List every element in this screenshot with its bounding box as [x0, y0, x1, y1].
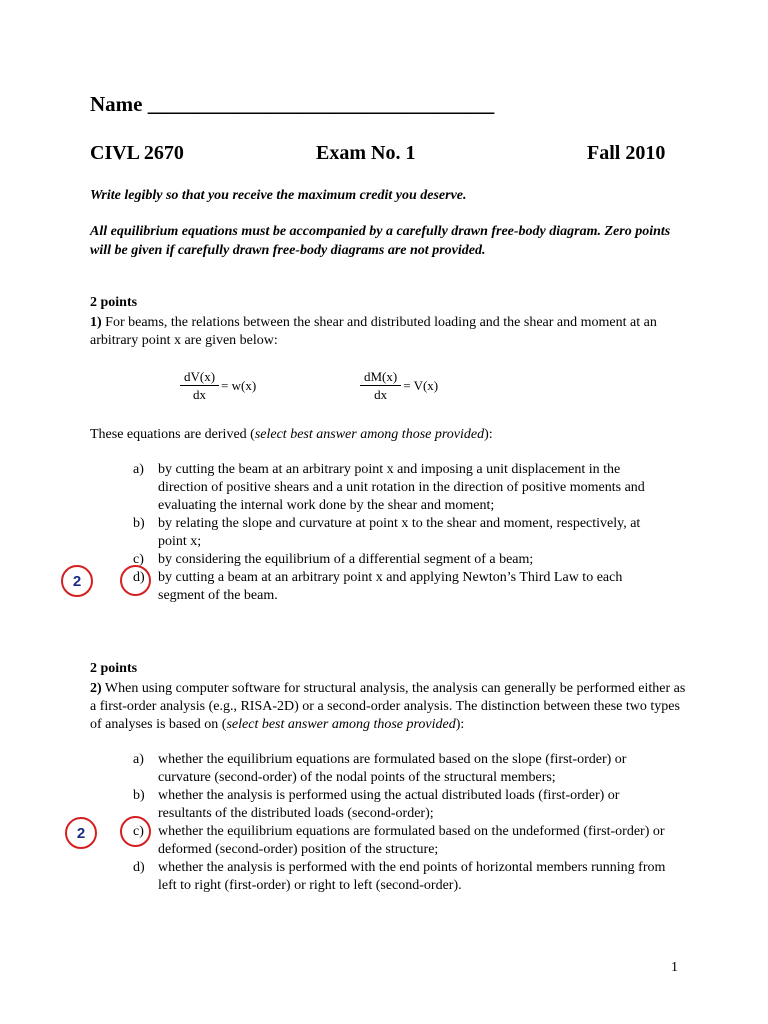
option-text: whether the equilibrium equations are formulated based on the slope (first-order) or curvature (second-order) of the nodal points of the structural members;: [158, 752, 627, 785]
q2-option-b[interactable]: [130, 787, 670, 823]
q1-prompt-pre: These equations are derived (: [90, 427, 255, 442]
option-text: by cutting a beam at an arbitrary point x and applying Newton’s Third Law to each segment of the beam.: [158, 570, 623, 603]
q1-number: 1): [90, 315, 102, 330]
option-text: whether the equilibrium equations are formulated based on the undeformed (first-order) or deformed (second-order) position of the structure;: [158, 824, 665, 857]
instruction-legible: Write legibly so that you receive the maximum credit you deserve.: [90, 188, 467, 203]
q1-text: [90, 314, 690, 350]
q2-option-a[interactable]: [130, 751, 670, 787]
eq2-numerator: dM(x): [360, 368, 401, 386]
exam-title: Exam No. 1: [316, 142, 416, 164]
instruction-fbd: All equilibrium equations must be accompanied by a carefully drawn free-body diagram. Zero points will be given if carefully drawn free-body diagrams are not provided.: [90, 224, 671, 258]
q1-prompt: [90, 426, 690, 444]
q1-option-a[interactable]: [130, 461, 670, 515]
q2-selected-answer-circle: [120, 816, 151, 847]
q1-equation-shear: [180, 368, 256, 404]
q2-grade-mark: 2: [65, 817, 97, 849]
q1-option-b-continued: [130, 533, 670, 551]
q2-prompt-post: ):: [455, 717, 465, 732]
option-text: whether the analysis is performed with the end points of horizontal members running from left to right (first-order) or right to left (second-order).: [158, 860, 666, 893]
q2-body: When using computer software for structural analysis, the analysis can generally be performed either as a first-order analysis (e.g., RISA-2D) or a second-order analysis. The distinction between these two types of analyses is based on (: [90, 681, 686, 732]
name-line: Name _________________________________: [90, 92, 495, 116]
q1-prompt-post: ):: [484, 427, 493, 442]
exam-term: Fall 2010: [587, 142, 666, 164]
option-text: by relating the slope and curvature at point x to the shear and moment, respectively, at: [158, 516, 641, 531]
q1-equation-moment: [360, 368, 438, 404]
option-text: by considering the equilibrium of a differential segment of a beam;: [158, 552, 534, 567]
q2-prompt-italic: select best answer among those provided: [226, 717, 456, 732]
option-label: a): [133, 462, 144, 477]
q1-option-c[interactable]: [130, 551, 670, 569]
option-label: d): [133, 570, 145, 585]
option-label: c): [133, 824, 144, 839]
q2-option-d[interactable]: [130, 859, 670, 895]
option-label: b): [133, 516, 145, 531]
eq2-rhs: = V(x): [403, 378, 439, 393]
q2-option-c[interactable]: [130, 823, 670, 859]
option-text: point x;: [158, 534, 202, 549]
q2-text: [90, 680, 690, 734]
q1-prompt-italic: select best answer among those provided: [254, 427, 485, 442]
eq1-rhs: = w(x): [221, 378, 257, 393]
q1-points: 2 points: [90, 295, 138, 310]
q2-options: [130, 751, 670, 895]
eq1-denominator: dx: [193, 387, 207, 402]
q1-option-d[interactable]: [130, 569, 670, 605]
q1-option-b[interactable]: [130, 515, 670, 533]
eq2-denominator: dx: [374, 387, 388, 402]
q1-body: For beams, the relations between the shear and distributed loading and the shear and moment at an arbitrary point x are given below:: [90, 315, 657, 348]
page-number: 1: [671, 960, 678, 975]
eq2-fraction: [360, 368, 401, 404]
q2-number: 2): [90, 681, 102, 696]
option-label: d): [133, 860, 145, 875]
q1-selected-answer-circle: [120, 565, 151, 596]
q2-points: 2 points: [90, 661, 138, 676]
eq1-fraction: [180, 368, 219, 404]
course-title: CIVL 2670: [90, 142, 184, 164]
exam-header: [90, 142, 670, 168]
option-text: whether the analysis is performed using the actual distributed loads (first-order) or resultants of the distributed loads (second-order);: [158, 788, 620, 821]
option-label: b): [133, 788, 145, 803]
q1-options: [130, 461, 670, 605]
q1-grade-mark: 2: [61, 565, 93, 597]
option-label: c): [133, 552, 144, 567]
option-label: a): [133, 752, 144, 767]
eq1-numerator: dV(x): [180, 368, 219, 386]
option-text: by cutting the beam at an arbitrary point x and imposing a unit displacement in the direction of positive shears and a unit rotation in the direction of positive moments and evaluating the internal work done by the shear and moment;: [158, 462, 645, 513]
